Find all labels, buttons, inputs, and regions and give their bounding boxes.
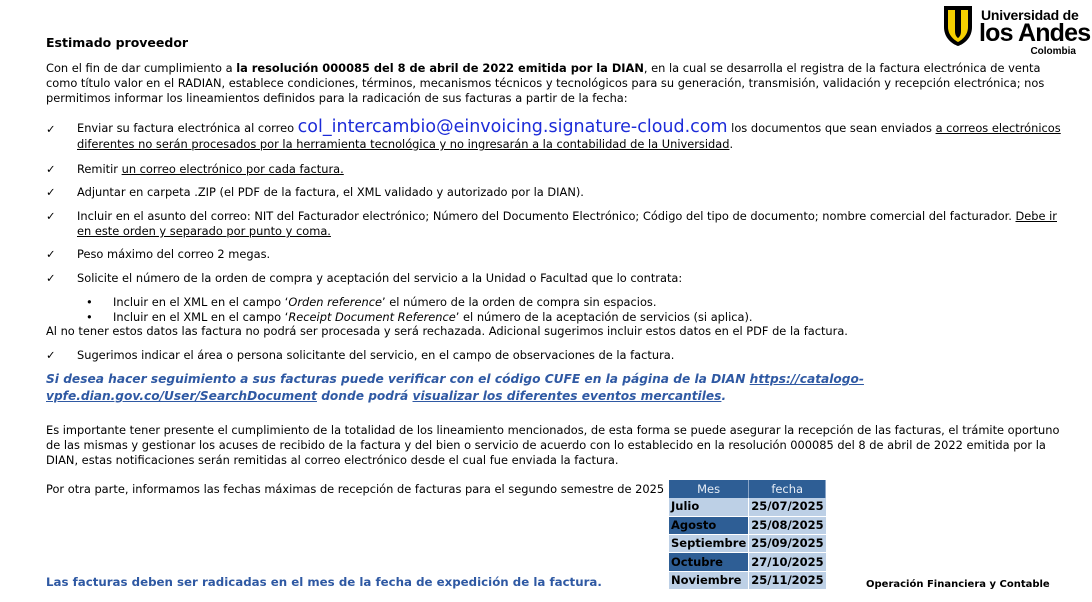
check-icon: ✓ — [46, 209, 56, 223]
month-cell: Septiembre — [669, 535, 749, 553]
subitem-field: Orden reference — [288, 295, 382, 309]
subitem-text-cont: ’ el número de la orden de compra sin espacios. — [381, 295, 657, 309]
item-email-subject — [77, 209, 1062, 239]
footer-department: Operación Financiera y Contable — [866, 579, 1050, 590]
logo-line-2: los Andes — [979, 19, 1091, 47]
date-cell: 25/09/2025 — [749, 535, 826, 553]
item-end: . — [729, 137, 734, 151]
table-row — [669, 535, 826, 553]
cufe-notice — [46, 371, 1046, 405]
check-icon: ✓ — [46, 271, 56, 285]
dian-link[interactable]: https://catalogo-vpfe.dian.gov.co/User/SearchDocument — [46, 372, 864, 403]
item-send-email — [77, 119, 1062, 152]
bullet-icon: • — [86, 295, 93, 309]
month-cell: Noviembre — [669, 571, 749, 589]
item-attach-zip: Adjuntar en carpeta .ZIP (el PDF de la factura, el XML validado y autorizado por la DIAN). — [77, 185, 584, 199]
date-cell: 25/08/2025 — [749, 516, 826, 534]
month-cell: Julio — [669, 498, 749, 516]
subitem-text: Incluir en el XML en el campo ‘ — [113, 295, 289, 309]
cufe-text: Si desea hacer seguimiento a sus facturas puede verificar con el código CUFE en la página de la DIAN — [46, 372, 750, 386]
item-text: Remitir — [77, 162, 122, 176]
table-row — [669, 553, 826, 571]
table-row — [669, 571, 826, 589]
check-icon: ✓ — [46, 247, 56, 261]
dates-intro: Por otra parte, informamos las fechas máximas de recepción de facturas para el segundo semestre de 2025 — [46, 482, 665, 496]
intro-text-cont: , en la cual se desarrolla el registra de la factura electrónica de venta como título valor en el RADIAN, establece condiciones, términos, mecanismos técnicos y tecnológicos para su generación, transmisión, validación y recepción electrónica; nos permitimos informar los lineamientos definidos para la radicación de sus facturas a partir de la fecha: — [46, 61, 1045, 105]
rejection-warning: Al no tener estos datos las factura no podrá ser procesada y será rechazada. Adicional sugerimos incluir estos datos en el PDF de la factura. — [46, 324, 848, 338]
cufe-underlined: visualizar los diferentes eventos mercantiles — [412, 389, 722, 403]
email-link[interactable]: col_intercambio@einvoicing.signature-cloud.com — [297, 117, 728, 137]
subitem-order-reference — [113, 295, 656, 310]
subitem-receipt-reference — [113, 310, 753, 325]
check-icon: ✓ — [46, 348, 56, 362]
logo-country: Colombia — [1030, 46, 1076, 57]
check-icon: ✓ — [46, 185, 56, 199]
intro-paragraph — [46, 61, 1061, 106]
resolution-reference: la resolución 000085 del 8 de abril de 2022 emitida por la DIAN — [236, 61, 644, 75]
item-underlined: a correos electrónicos diferentes no serán procesados por la herramienta tecnológica y no ingresarán a la contabilidad de la Universidad — [77, 121, 1061, 151]
item-underlined: un correo electrónico por cada factura. — [121, 162, 344, 176]
shield-icon — [942, 5, 974, 47]
item-text: Enviar su factura electrónica al correo — [77, 121, 298, 135]
subitem-text-cont: ’ el número de la aceptación de servicios (si aplica). — [455, 310, 753, 324]
item-underlined: Debe ir en este orden y separado por punto y coma. — [77, 209, 1057, 238]
header-month: Mes — [669, 480, 749, 498]
item-observations: Sugerimos indicar el área o persona solicitante del servicio, en el campo de observaciones de la factura. — [77, 348, 675, 362]
logo-line-1: Universidad de — [981, 7, 1079, 23]
item-purchase-order: Solicite el número de la orden de compra y aceptación del servicio a la Unidad o Facultad que lo contrata: — [77, 271, 683, 285]
university-logo — [942, 5, 1091, 59]
intro-text: Con el fin de dar cumplimiento a — [46, 61, 237, 75]
cufe-text-cont: donde podrá — [316, 389, 413, 403]
date-cell: 27/10/2025 — [749, 553, 826, 571]
table-row — [669, 498, 826, 516]
bullet-icon: • — [86, 310, 93, 324]
month-cell: Octubre — [669, 553, 749, 571]
footer-note: Las facturas deben ser radicadas en el mes de la fecha de expedición de la factura. — [46, 575, 602, 589]
cufe-end: . — [721, 389, 727, 403]
check-icon: ✓ — [46, 122, 56, 136]
item-remit — [77, 162, 1062, 177]
date-cell: 25/11/2025 — [749, 571, 826, 589]
item-max-size: Peso máximo del correo 2 megas. — [77, 247, 271, 261]
table-row — [669, 516, 826, 534]
greeting: Estimado proveedor — [46, 35, 189, 50]
item-text-cont: los documentos que sean enviados — [727, 121, 936, 135]
dates-table — [669, 480, 826, 590]
month-cell: Agosto — [669, 516, 749, 534]
table-header-row — [669, 480, 826, 498]
date-cell: 25/07/2025 — [749, 498, 826, 516]
important-paragraph: Es importante tener presente el cumplimiento de la totalidad de los lineamiento mencionados, de esta forma se puede asegurar la recepción de las facturas, el trámite oportuno de las mismas y gestionar los acuses de recibido de la factura y del bien o servicio de acuerdo con lo establecido en la resolución 000085 del 8 de abril de 2022 emitida por la DIAN, estas notificaciones serán remitidas al correo electrónico desde el cual fue enviada la factura. — [46, 423, 1060, 467]
item-text: Incluir en el asunto del correo: NIT del Facturador electrónico; Número del Documento Electrónico; Código del tipo de documento; nombre comercial del facturador. — [77, 209, 1016, 223]
check-icon: ✓ — [46, 162, 56, 176]
subitem-text: Incluir en el XML en el campo ‘ — [113, 310, 289, 324]
subitem-field: Receipt Document Reference — [288, 310, 456, 324]
header-date: fecha — [749, 480, 826, 498]
